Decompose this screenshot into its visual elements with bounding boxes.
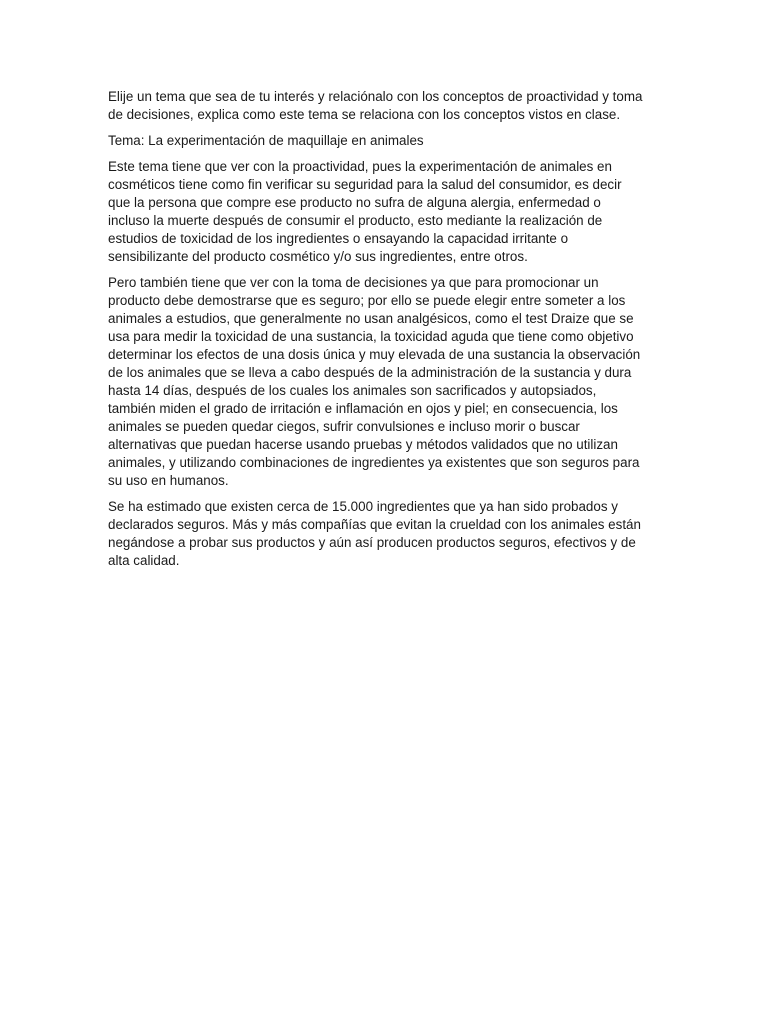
text-line: alta calidad. xyxy=(108,553,180,568)
text-line: Este tema tiene que ver con la proactividad, pues la experimentación de animales en xyxy=(108,159,612,174)
text-line: hasta 14 días, después de los cuales los animales son sacrificados y autopsiados, xyxy=(108,383,597,398)
text-line: su uso en humanos. xyxy=(108,473,229,488)
document-page xyxy=(108,88,668,578)
text-line: animales, y utilizando combinaciones de ingredientes ya existentes que son seguros para xyxy=(108,455,640,470)
text-line: de los animales que se lleva a cabo después de la administración de la sustancia y dura xyxy=(108,365,632,380)
text-line: declarados seguros. Más y más compañías que evitan la crueldad con los animales están xyxy=(108,517,641,532)
text-line: cosméticos tiene como fin verificar su seguridad para la salud del consumidor, es decir xyxy=(108,177,622,192)
text-line: negándose a probar sus productos y aún así producen productos seguros, efectivos y de xyxy=(108,535,636,550)
text-line: alternativas que puedan hacerse usando pruebas y métodos validados que no utilizan xyxy=(108,437,618,452)
paragraph-conclusion xyxy=(108,498,668,570)
paragraph-topic xyxy=(108,132,668,150)
text-line: Pero también tiene que ver con la toma de decisiones ya que para promocionar un xyxy=(108,275,599,290)
paragraph-proactivity xyxy=(108,158,668,266)
text-line: determinar los efectos de una dosis única y muy elevada de una sustancia la observación xyxy=(108,347,641,362)
text-line: también miden el grado de irritación e inflamación en ojos y piel; en consecuencia, los xyxy=(108,401,618,416)
text-line: de decisiones, explica como este tema se relaciona con los conceptos vistos en clase. xyxy=(108,107,621,122)
paragraph-instructions xyxy=(108,88,668,124)
text-line: sensibilizante del producto cosmético y/o sus ingredientes, entre otros. xyxy=(108,249,528,264)
text-line: estudios de toxicidad de los ingredientes o ensayando la capacidad irritante o xyxy=(108,231,569,246)
text-line: producto debe demostrarse que es seguro; por ello se puede elegir entre someter a los xyxy=(108,293,626,308)
text-line: Tema: La experimentación de maquillaje en animales xyxy=(108,133,424,148)
paragraph-decision-making xyxy=(108,274,668,490)
text-line: animales se pueden quedar ciegos, sufrir convulsiones e incluso morir o buscar xyxy=(108,419,580,434)
text-line: usa para medir la toxicidad de una sustancia, la toxicidad aguda que tiene como objetivo xyxy=(108,329,634,344)
text-line: Se ha estimado que existen cerca de 15.000 ingredientes que ya han sido probados y xyxy=(108,499,618,514)
text-line: Elije un tema que sea de tu interés y relaciónalo con los conceptos de proactividad y toma xyxy=(108,89,643,104)
text-line: incluso la muerte después de consumir el producto, esto mediante la realización de xyxy=(108,213,603,228)
text-line: que la persona que compre ese producto no sufra de alguna alergia, enfermedad o xyxy=(108,195,601,210)
text-line: animales a estudios, que generalmente no usan analgésicos, como el test Draize que se xyxy=(108,311,634,326)
